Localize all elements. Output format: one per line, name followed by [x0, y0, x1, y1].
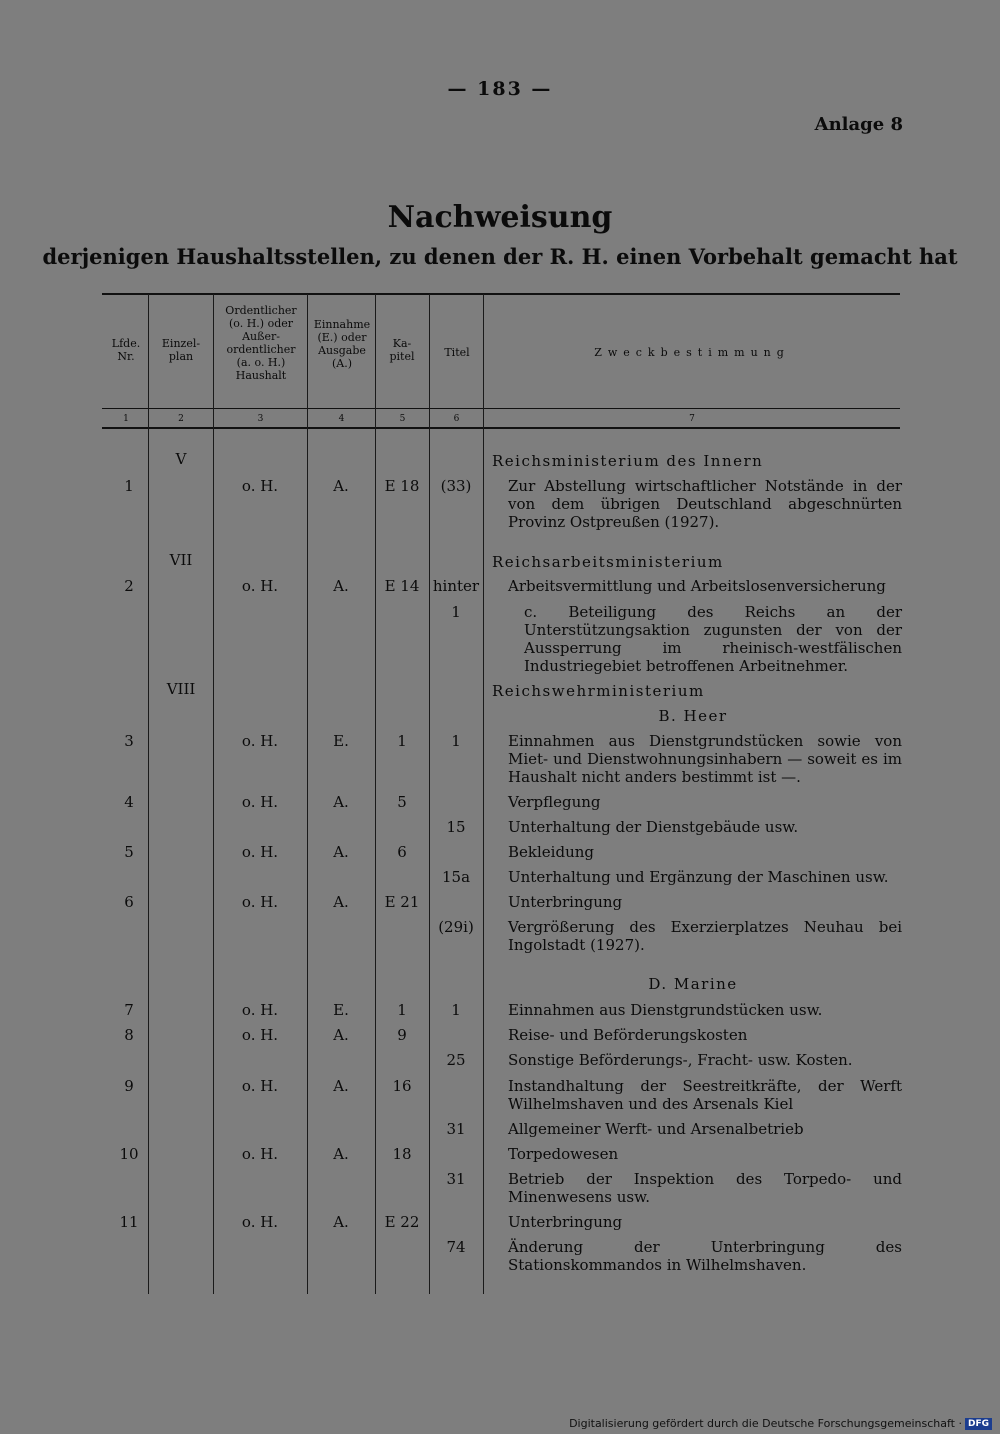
annex-label: Anlage 8: [814, 114, 903, 135]
haushalt: o. H.: [241, 1001, 279, 1019]
numbers-rule: [102, 427, 900, 429]
einnahme-ausgabe: E.: [333, 1001, 349, 1019]
col-header-zweck: Zweckbestimmung: [594, 346, 790, 359]
einzelplan: V: [175, 450, 187, 468]
col-header-plan: Einzel-plan: [161, 337, 201, 363]
zweckbestimmung: Instandhaltung der Seestreitkräfte, der Werft Wilhelmshaven und des Arsenals Kiel: [508, 1077, 902, 1113]
row-number: 4: [124, 793, 134, 811]
zweckbestimmung: Betrieb der Inspektion des Torpedo- und Minenwesens usw.: [508, 1170, 902, 1206]
haushalt: o. H.: [241, 1026, 279, 1044]
dfg-logo-icon: DFG: [965, 1418, 992, 1430]
einnahme-ausgabe: A.: [333, 793, 349, 811]
haushalt: o. H.: [241, 843, 279, 861]
column-divider: [429, 294, 430, 1294]
einzelplan: VII: [169, 551, 193, 569]
einnahme-ausgabe: E.: [333, 732, 349, 750]
zweckbestimmung: Reise- und Beförderungskosten: [508, 1026, 748, 1044]
haushalt: o. H.: [241, 1213, 279, 1231]
titel: 25: [446, 1051, 466, 1069]
document-subtitle: derjenigen Haushaltsstellen, zu denen der R. H. einen Vorbehalt gemacht hat: [42, 244, 958, 269]
row-number: 1: [124, 477, 134, 495]
page-number: — 183 —: [447, 78, 553, 100]
kapitel: 16: [392, 1077, 412, 1095]
titel: 31: [446, 1120, 466, 1138]
titel: 31: [446, 1170, 466, 1188]
row-number: 5: [124, 843, 134, 861]
table-top-rule: [102, 293, 900, 295]
zweckbestimmung: Unterbringung: [508, 893, 623, 911]
column-number: 1: [123, 414, 129, 424]
section-heading: Reichsministerium des Innern: [492, 452, 764, 470]
kapitel: E 18: [384, 477, 420, 495]
kapitel: 5: [397, 793, 407, 811]
zweckbestimmung: Einnahmen aus Dienstgrundstücken usw.: [508, 1001, 823, 1019]
haushalt: o. H.: [241, 477, 279, 495]
titel: 1: [451, 603, 461, 621]
einnahme-ausgabe: A.: [333, 1213, 349, 1231]
haushalt: o. H.: [241, 1145, 279, 1163]
zweckbestimmung: Änderung der Unterbringung des Stationskommandos in Wilhelmshaven.: [508, 1238, 902, 1274]
col-header-titel: Titel: [444, 346, 470, 359]
einnahme-ausgabe: A.: [333, 1026, 349, 1044]
row-number: 8: [124, 1026, 134, 1044]
titel: 74: [446, 1238, 466, 1256]
kapitel: 1: [397, 1001, 407, 1019]
zweckbestimmung: Unterbringung: [508, 1213, 623, 1231]
zweckbestimmung: Verpflegung: [508, 793, 601, 811]
haushalt: o. H.: [241, 732, 279, 750]
row-number: 9: [124, 1077, 134, 1095]
footer-credit: [569, 1417, 992, 1430]
zweckbestimmung: Unterhaltung der Dienstgebäude usw.: [508, 818, 799, 836]
row-number: 6: [124, 893, 134, 911]
einnahme-ausgabe: A.: [333, 477, 349, 495]
subsection-heading: B. Heer: [658, 707, 728, 725]
titel: hinter: [432, 577, 480, 595]
kapitel: E 21: [384, 893, 420, 911]
zweckbestimmung: Sonstige Beförderungs-, Fracht- usw. Kosten.: [508, 1051, 853, 1069]
column-number: 5: [399, 414, 406, 424]
einnahme-ausgabe: A.: [333, 1077, 349, 1095]
zweckbestimmung: Einnahmen aus Dienstgrundstücken sowie von Miet- und Dienstwohnungsinhabern — soweit es im Haushalt nicht anders bestimmt ist —.: [508, 732, 902, 786]
einnahme-ausgabe: A.: [333, 577, 349, 595]
einnahme-ausgabe: A.: [333, 1145, 349, 1163]
row-number: 7: [124, 1001, 134, 1019]
footer-text: Digitalisierung gefördert durch die Deutsche Forschungsgemeinschaft ·: [569, 1417, 962, 1430]
col-header-einnahme: Einnahme (E.) oder Ausgabe (A.): [313, 318, 371, 370]
kapitel: 9: [397, 1026, 407, 1044]
zweckbestimmung: c. Beteiligung des Reichs an der Unterstützungsaktion zugunsten der von der Aussperrung im rheinisch-westfälischen Industriegebiet betroffenen Arbeitnehmer.: [524, 603, 902, 675]
header-rule: [102, 408, 900, 409]
einzelplan: VIII: [166, 680, 196, 698]
row-number: 3: [124, 732, 134, 750]
col-header-kapitel: Ka-pitel: [389, 337, 415, 363]
row-number: 2: [124, 577, 134, 595]
titel: (29i): [438, 918, 474, 936]
zweckbestimmung: Unterhaltung und Ergänzung der Maschinen usw.: [508, 868, 889, 886]
subsection-heading: D. Marine: [648, 975, 738, 993]
column-number: 3: [257, 414, 264, 424]
titel: 1: [451, 1001, 461, 1019]
kapitel: 6: [397, 843, 407, 861]
column-number: 7: [689, 414, 695, 424]
row-number: 10: [119, 1145, 139, 1163]
zweckbestimmung: Bekleidung: [508, 843, 594, 861]
zweckbestimmung: Torpedowesen: [508, 1145, 619, 1163]
haushalt: o. H.: [241, 577, 279, 595]
zweckbestimmung: Allgemeiner Werft- und Arsenalbetrieb: [508, 1120, 804, 1138]
col-header-nr: Lfde. Nr.: [111, 337, 141, 363]
titel: 1: [451, 732, 461, 750]
column-number: 6: [453, 414, 460, 424]
section-heading: Reichsarbeitsministerium: [492, 553, 724, 571]
kapitel: 18: [392, 1145, 412, 1163]
col-header-haushalt: Ordentlicher (o. H.) oder Außer-ordentlicher (a. o. H.) Haushalt: [225, 304, 297, 382]
zweckbestimmung: Zur Abstellung wirtschaftlicher Notstände in der von dem übrigen Deutschland abgeschnürten Provinz Ostpreußen (1927).: [508, 477, 902, 531]
kapitel: E 22: [384, 1213, 420, 1231]
column-number: 2: [178, 414, 184, 424]
titel: 15a: [441, 868, 471, 886]
zweckbestimmung: Arbeitsvermittlung und Arbeitslosenversicherung: [508, 577, 886, 595]
titel: 15: [446, 818, 466, 836]
haushalt: o. H.: [241, 793, 279, 811]
column-divider: [483, 294, 484, 1294]
row-number: 11: [119, 1213, 139, 1231]
column-number: 4: [338, 414, 345, 424]
document-title: Nachweisung: [387, 200, 613, 235]
section-heading: Reichswehrministerium: [492, 682, 705, 700]
haushalt: o. H.: [241, 1077, 279, 1095]
kapitel: 1: [397, 732, 407, 750]
haushalt: o. H.: [241, 893, 279, 911]
einnahme-ausgabe: A.: [333, 843, 349, 861]
titel: (33): [440, 477, 472, 495]
zweckbestimmung: Vergrößerung des Exerzierplatzes Neuhau bei Ingolstadt (1927).: [508, 918, 902, 954]
einnahme-ausgabe: A.: [333, 893, 349, 911]
kapitel: E 14: [384, 577, 420, 595]
